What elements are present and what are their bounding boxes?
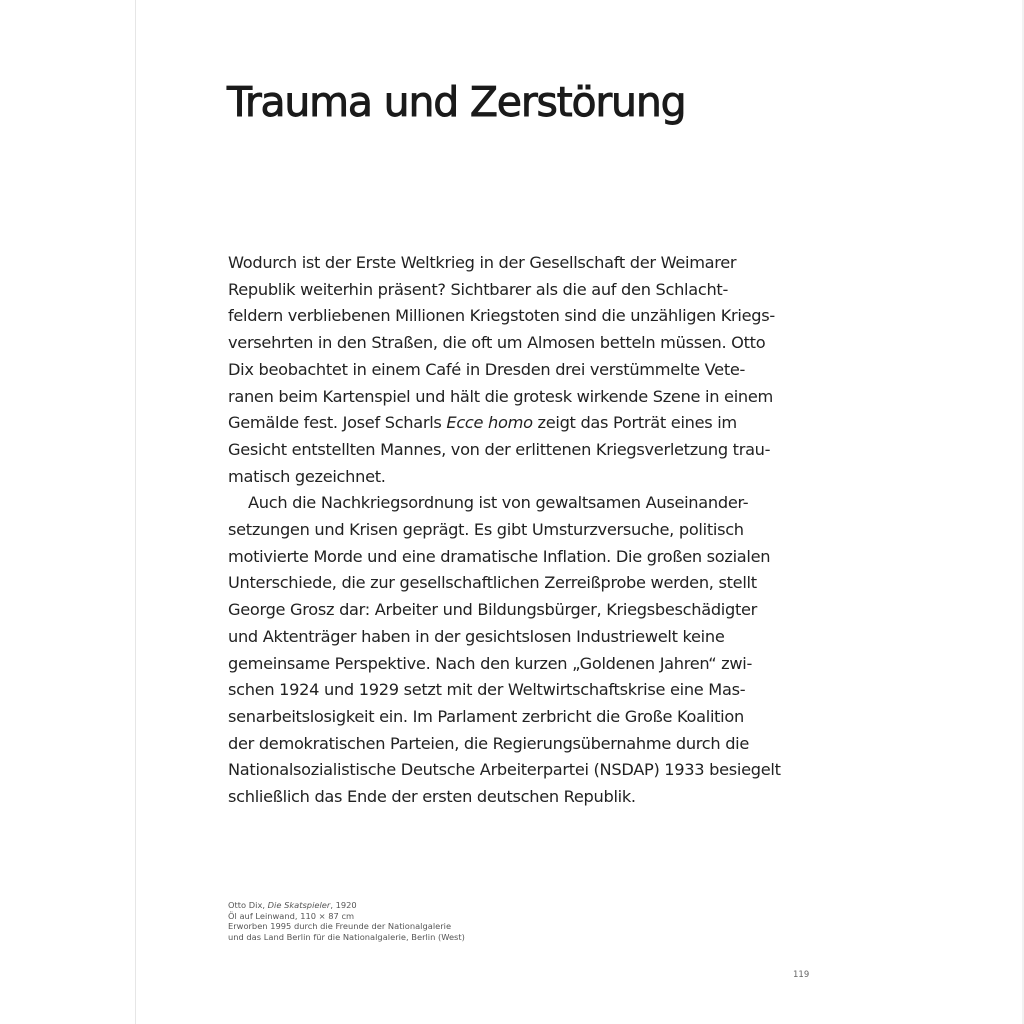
page-gutter-line [135,0,136,1024]
text-line: und Aktenträger haben in der gesichtslosen Industriewelt keine [228,626,725,646]
body-text [228,250,798,811]
caption-acquisition: und das Land Berlin für die Nationalgalerie, Berlin (West) [228,931,465,942]
caption-artist: Otto Dix, [228,900,268,910]
text-line: Republik weiterhin präsent? Sichtbarer als die auf den Schlacht- [228,279,728,299]
caption-work-title: Die Skatspieler [267,900,331,910]
artwork-title: Ecce homo [446,413,533,433]
text-line: gemeinsame Perspektive. Nach den kurzen „Goldenen Jahren“ zwi- [228,653,752,673]
text-line: Unterschiede, die zur gesellschaftlichen Zerreißprobe werden, stellt [228,573,757,593]
image-caption [228,900,465,942]
text-segment: Gemälde fest. Josef Scharls [228,413,447,433]
page-title: Trauma und Zerstörung [227,78,686,126]
text-line: senarbeitslosigkeit ein. Im Parlament zerbricht die Große Koalition [228,706,744,726]
text-line: Nationalsozialistische Deutsche Arbeiterpartei (NSDAP) 1933 besiegelt [228,760,781,780]
text-line: matisch gezeichnet. [228,466,386,486]
caption-line [228,900,465,911]
caption-year: , 1920 [330,900,357,910]
text-line: versehrten in den Straßen, die oft um Almosen betteln müssen. Otto [228,333,766,353]
text-line: schen 1924 und 1929 setzt mit der Weltwirtschaftskrise eine Mas- [228,680,746,700]
text-line: Gesicht entstellten Mannes, von der erlittenen Kriegsverletzung trau- [228,439,771,459]
caption-medium: Öl auf Leinwand, 110 × 87 cm [228,910,355,921]
text-line: motivierte Morde und eine dramatische Inflation. Die großen sozialen [228,546,771,566]
paragraph-start-line: Auch die Nachkriegsordnung ist von gewaltsamen Auseinander- [248,493,749,513]
text-line: setzungen und Krisen geprägt. Es gibt Umsturzversuche, politisch [228,520,744,540]
text-line: George Grosz dar: Arbeiter und Bildungsbürger, Kriegsbeschädigter [228,600,758,620]
text-segment: zeigt das Porträt eines im [532,413,737,433]
text-line: feldern verbliebenen Millionen Kriegstoten sind die unzähligen Kriegs- [228,306,775,326]
text-line: Wodurch ist der Erste Weltkrieg in der Gesellschaft der Weimarer [228,253,737,272]
caption-acquisition: Erworben 1995 durch die Freunde der Nationalgalerie [228,921,452,932]
text-line: Dix beobachtet in einem Café in Dresden drei verstümmelte Vete- [228,359,746,379]
text-line: schließlich das Ende der ersten deutschen Republik. [228,787,636,807]
text-line-with-italic [228,410,798,437]
text-line: der demokratischen Parteien, die Regierungsübernahme durch die [228,733,750,753]
text-line: ranen beim Kartenspiel und hält die grotesk wirkende Szene in einem [228,386,773,406]
page-number: 119 [793,970,810,980]
